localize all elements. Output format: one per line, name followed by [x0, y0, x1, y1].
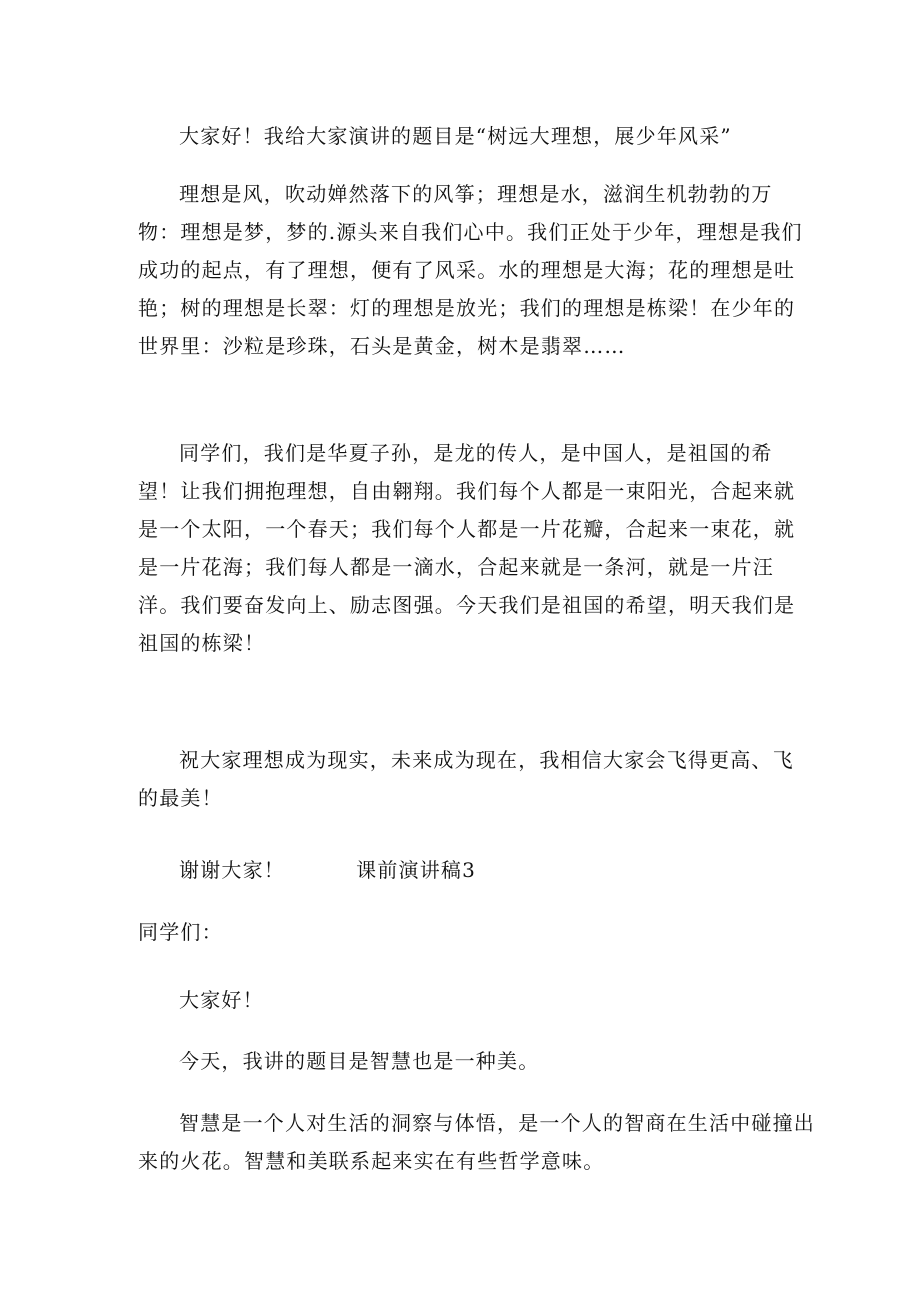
paragraph-line: 同学们，我们是华夏子孙，是龙的传人，是中国人，是祖国的希 — [179, 441, 773, 465]
paragraph-classmates — [138, 441, 796, 655]
paragraph-line: 理想是风，吹动婵然落下的风筝；理想是水，滋润生机勃勃的万 — [179, 182, 773, 206]
paragraph-line: 来的火花。智慧和美联系起来实在有些哲学意味。 — [138, 1149, 605, 1173]
paragraph-line: 的最美！ — [138, 786, 223, 810]
speech-title: 课前演讲稿3 — [356, 858, 477, 882]
salutation-block — [138, 920, 788, 944]
paragraph-line: 望！让我们拥抱理想，自由翱翔。我们每个人都是一束阳光，合起来就 — [138, 479, 796, 503]
paragraph-line: 是一个太阳，一个春天；我们每个人都是一片花瓣，合起来一束花，就 — [138, 517, 796, 541]
greeting-block — [138, 988, 788, 1012]
paragraph-line: 世界里：沙粒是珍珠，石头是黄金，树木是翡翠…… — [138, 334, 626, 358]
paragraph-wishes — [138, 748, 794, 810]
intro-line: 大家好！我给大家演讲的题目是“树远大理想，展少年风采” — [179, 124, 732, 148]
greeting: 大家好！ — [179, 988, 264, 1012]
thanks-and-heading — [138, 858, 788, 882]
paragraph-line: 艳；树的理想是长翠：灯的理想是放光；我们的理想是栋梁！在少年的 — [138, 296, 796, 320]
topic-line: 今天，我讲的题目是智慧也是一种美。 — [179, 1049, 540, 1073]
thanks-line — [138, 858, 788, 882]
salutation: 同学们： — [138, 920, 223, 944]
paragraph-line: 祝大家理想成为现实，未来成为现在，我相信大家会飞得更高、飞 — [179, 748, 794, 772]
paragraph-line: 洋。我们要奋发向上、励志图强。今天我们是祖国的希望，明天我们是 — [138, 593, 796, 617]
paragraph-line: 成功的起点，有了理想，便有了风采。水的理想是大海；花的理想是吐 — [138, 258, 796, 282]
paragraph-line: 祖国的栋梁！ — [138, 631, 266, 655]
paragraph-line: 是一片花海；我们每人都是一滴水，合起来就是一条河，就是一片汪 — [138, 555, 774, 579]
paragraph-line: 物：理想是梦，梦的.源头来自我们心中。我们正处于少年，理想是我们 — [138, 220, 803, 244]
intro-paragraph — [138, 124, 788, 148]
paragraph-line: 智慧是一个人对生活的洞察与体悟，是一个人的智商在生活中碰撞出 — [179, 1111, 815, 1135]
thanks-text: 谢谢大家！ — [179, 858, 285, 882]
paragraph-ideal — [138, 182, 803, 358]
topic-block — [138, 1049, 788, 1073]
paragraph-wisdom — [138, 1111, 815, 1173]
